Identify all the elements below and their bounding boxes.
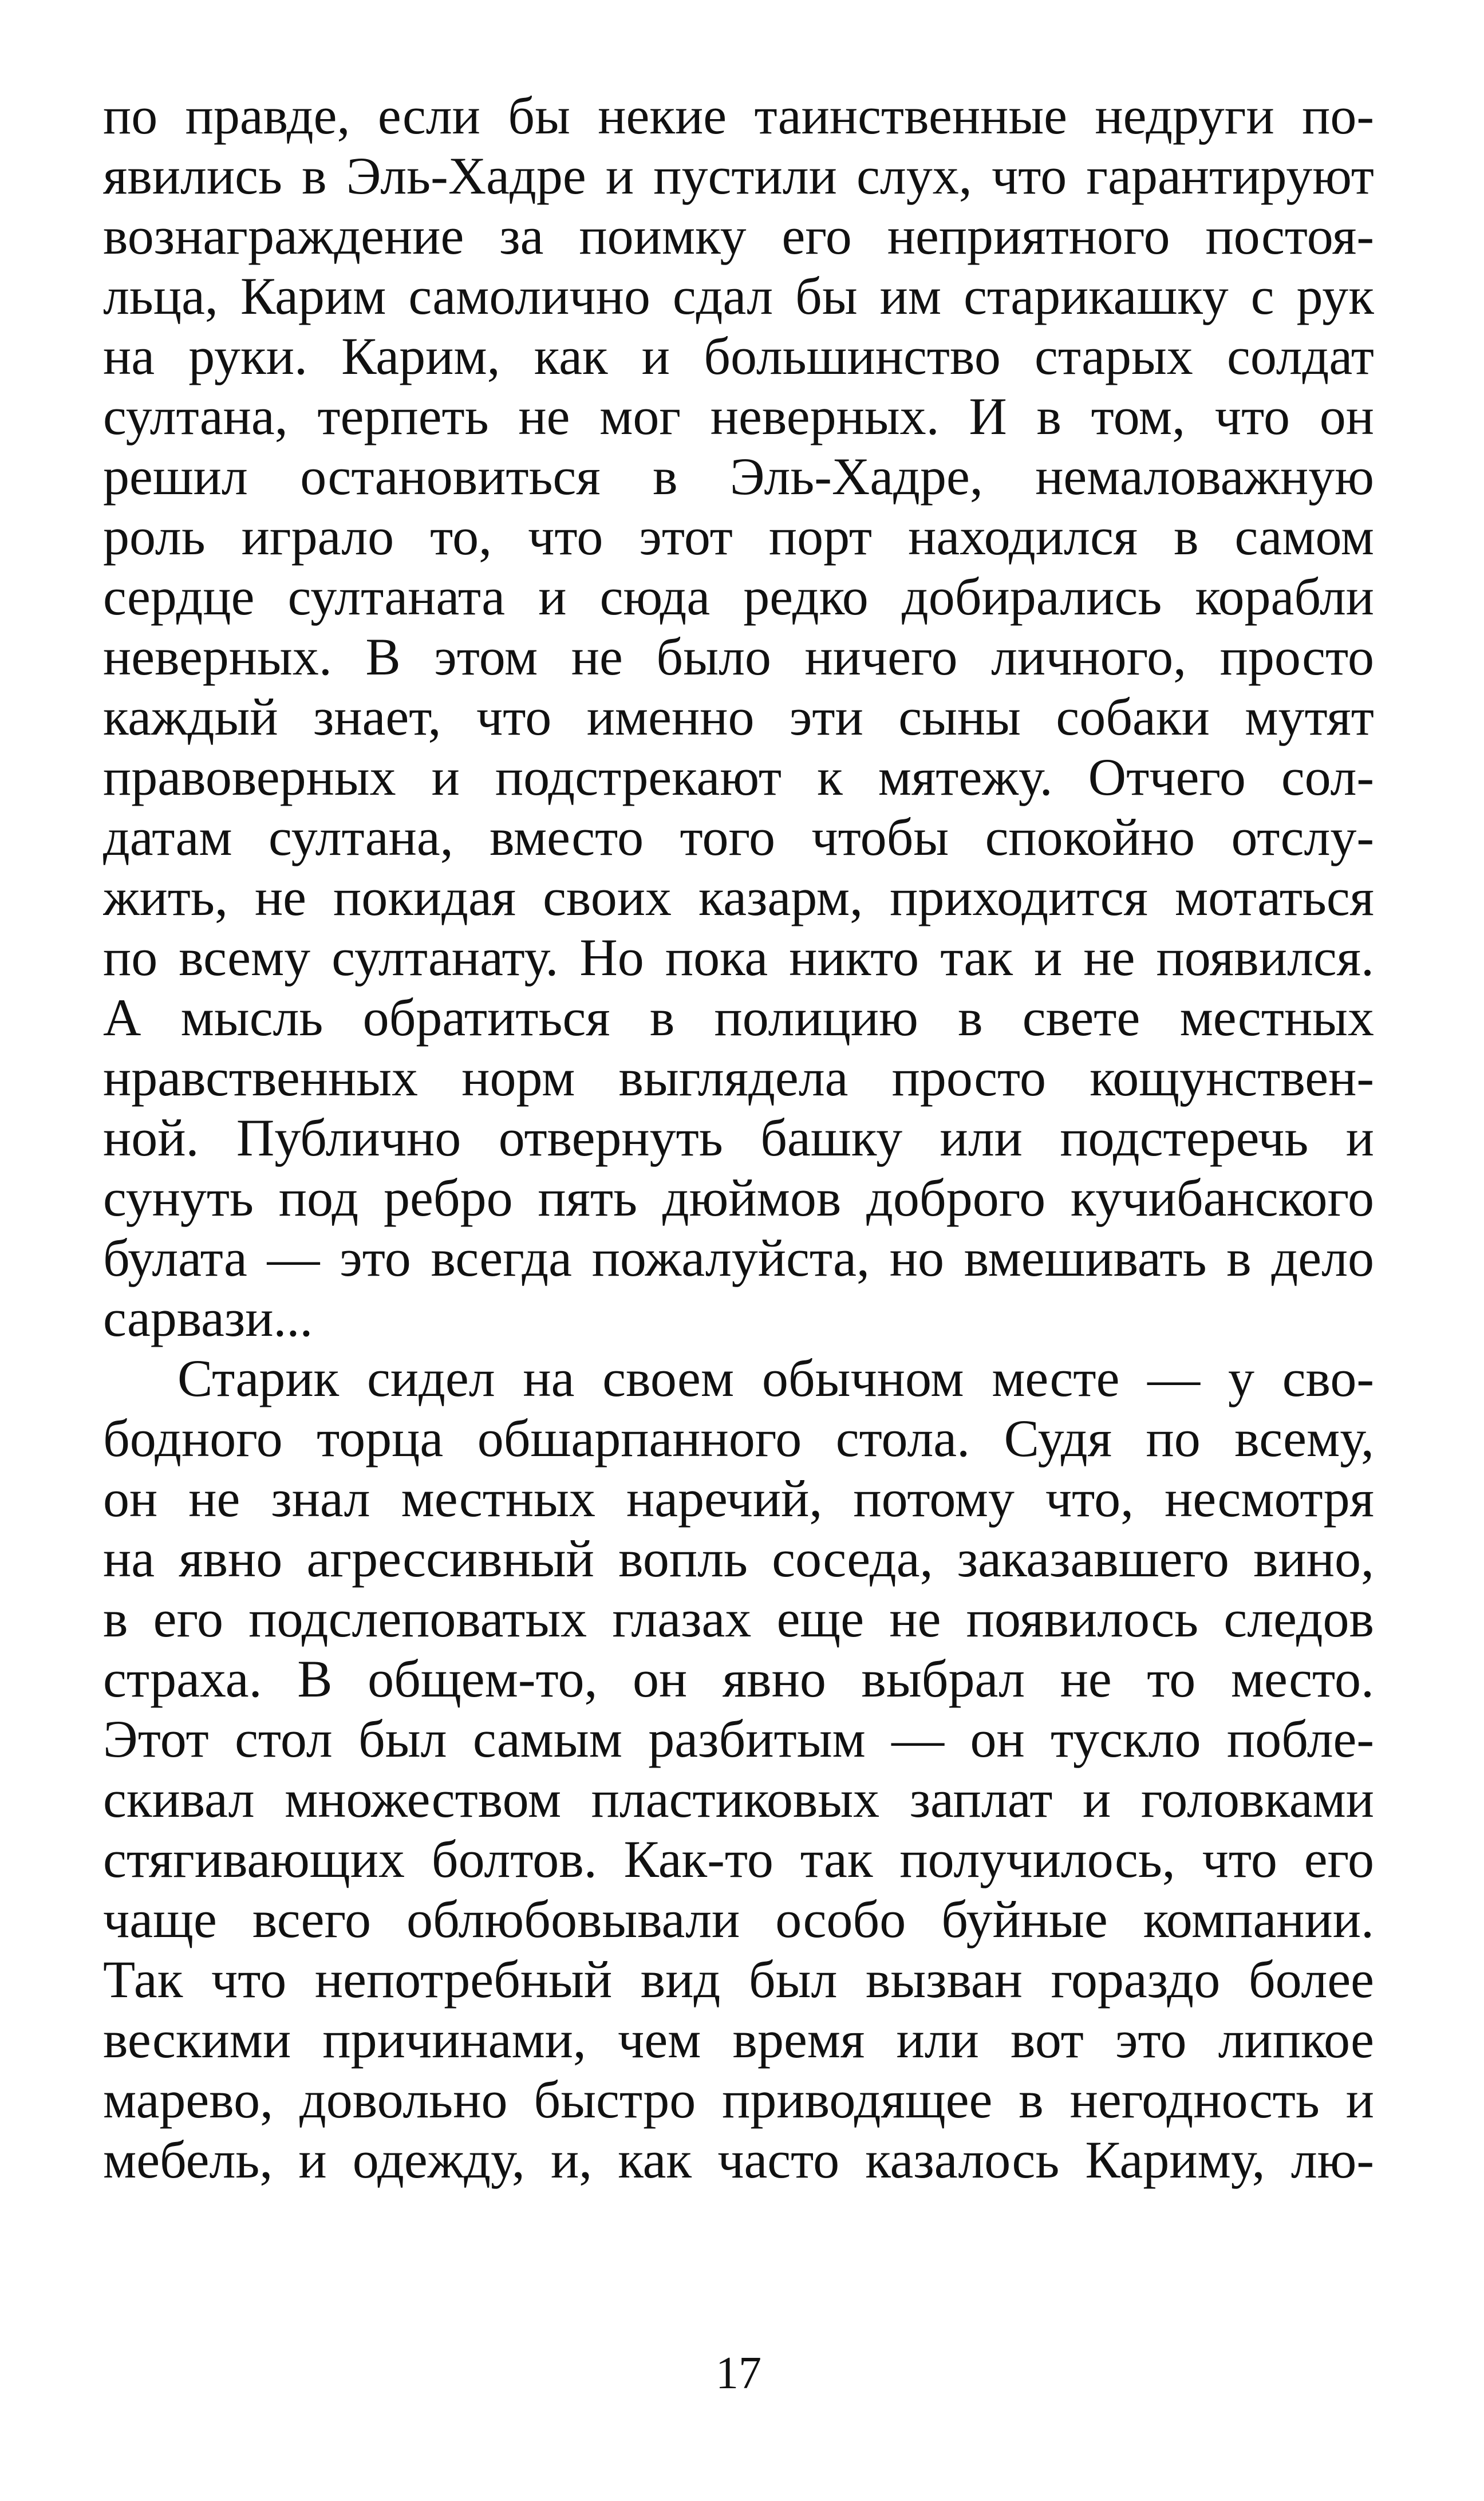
text-line: по правде, если бы некие таинственные недруги по- [103, 86, 1374, 145]
text-line: булата — это всегда пожалуйста, но вмешивать в дело [103, 1229, 1374, 1287]
text-line: решил остановиться в Эль-Хадре, немаловажную [103, 447, 1374, 506]
text-line: роль играло то, что этот порт находился в самом [103, 507, 1374, 566]
text-line: стягивающих болтов. Как-то так получилось, что его [103, 1830, 1374, 1888]
text-line: правоверных и подстрекают к мятежу. Отчего сол- [103, 748, 1374, 806]
text-line: по всему султанату. Но пока никто так и не появился. [103, 928, 1374, 987]
text-line: на явно агрессивный вопль соседа, заказавшего вино, [103, 1529, 1374, 1588]
text-line: страха. В общем-то, он явно выбрал не то место. [103, 1650, 1374, 1708]
text-line: нравственных норм выглядела просто кощунствен- [103, 1048, 1374, 1107]
text-line: мебель, и одежду, и, как часто казалось Кариму, лю- [103, 2131, 1374, 2189]
text-line: каждый знает, что именно эти сыны собаки мутят [103, 688, 1374, 746]
text-line: А мысль обратиться в полицию в свете местных [103, 988, 1374, 1047]
text-line: Так что непотребный вид был вызван гораздо более [103, 1950, 1374, 2009]
book-page [103, 86, 1374, 2399]
text-line: вескими причинами, чем время или вот это липкое [103, 2010, 1374, 2069]
text-line: скивал множеством пластиковых заплат и головками [103, 1770, 1374, 1828]
text-line: чаще всего облюбовывали особо буйные компании. [103, 1890, 1374, 1948]
text-line: в его подслеповатых глазах еще не появилось следов [103, 1589, 1374, 1648]
text-line: сунуть под ребро пять дюймов доброго кучибанского [103, 1169, 1374, 1227]
text-line: он не знал местных наречий, потому что, несмотря [103, 1469, 1374, 1528]
text-line: на руки. Карим, как и большинство старых солдат [103, 327, 1374, 385]
page-number: 17 [716, 2348, 761, 2399]
text-line: бодного торца обшарпанного стола. Судя по всему, [103, 1409, 1374, 1468]
text-line: сердце султаната и сюда редко добирались корабли [103, 567, 1374, 626]
text-line: ной. Публично отвернуть башку или подстеречь и [103, 1109, 1374, 1167]
paragraph-start-line: Старик сидел на своем обычном месте — у сво- [177, 1349, 1374, 1407]
text-line: явились в Эль-Хадре и пустили слух, что гарантируют [103, 147, 1374, 205]
text-line: султана, терпеть не мог неверных. И в том, что он [103, 387, 1374, 445]
text-line: неверных. В этом не было ничего личного, просто [103, 628, 1374, 686]
text-line: марево, довольно быстро приводящее в негодность и [103, 2070, 1374, 2129]
paragraph-end-line: сарвази... [103, 1289, 313, 1347]
text-line: льца, Карим самолично сдал бы им старикашку с рук [103, 267, 1374, 325]
text-line: Этот стол был самым разбитым — он тускло побле- [103, 1710, 1374, 1768]
text-line: вознаграждение за поимку его неприятного постоя- [103, 207, 1374, 265]
text-line: жить, не покидая своих казарм, приходится мотаться [103, 868, 1374, 926]
text-line: датам султана, вместо того чтобы спокойно отслу- [103, 808, 1374, 866]
